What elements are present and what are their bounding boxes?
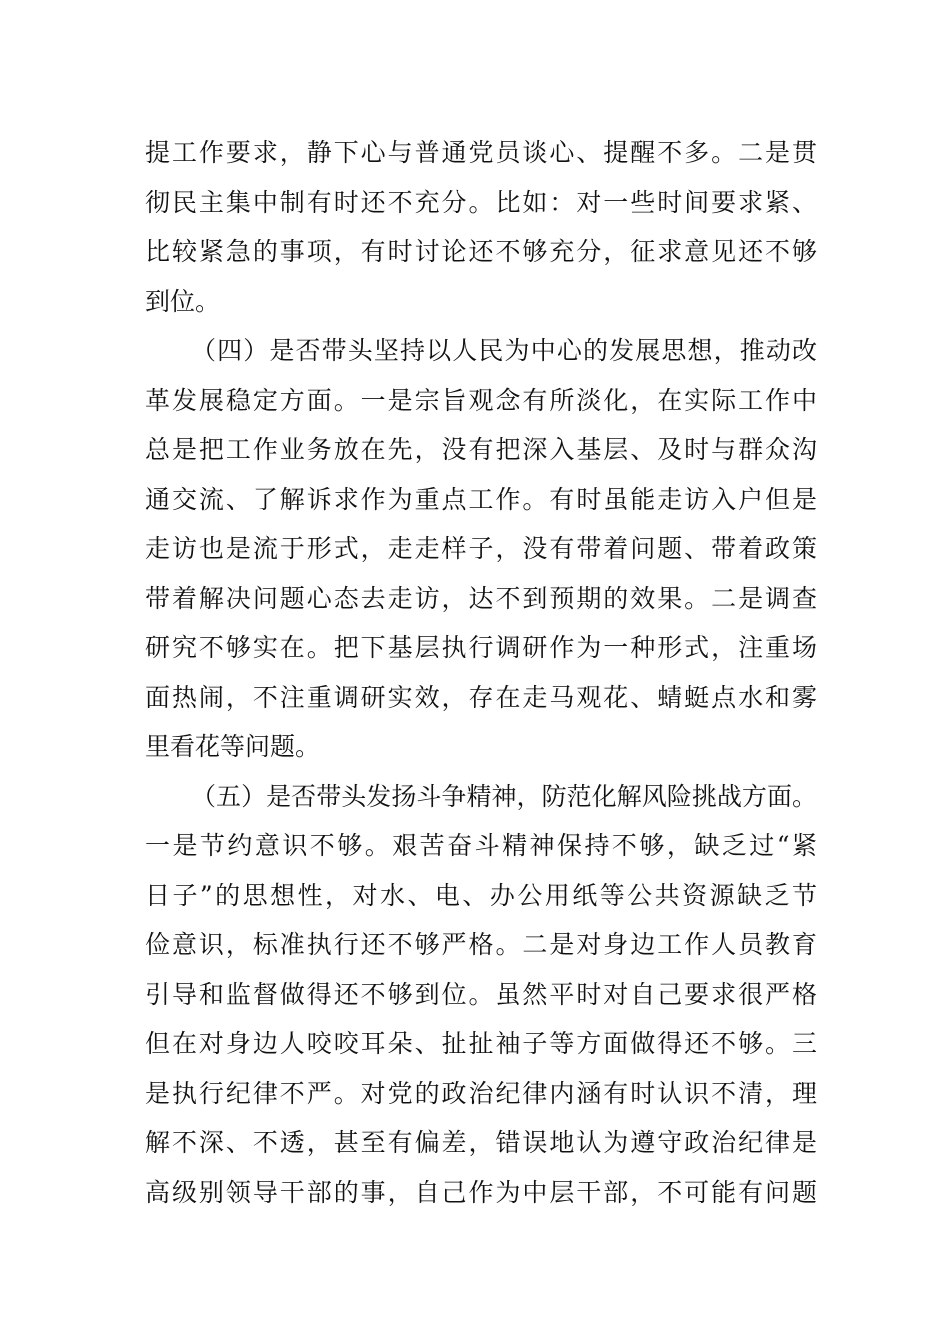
text-line: 走访也是流于形式，走走样子，没有带着问题、带着政策 — [145, 534, 817, 563]
text-line: 革发展稳定方面。一是宗旨观念有所淡化，在实际工作中 — [145, 385, 817, 415]
text-line: 日子”的思想性，对水、电、办公用纸等公共资源缺乏节 — [145, 880, 817, 910]
text-line: 但在对身边人咬咬耳朵、扯扯袖子等方面做得还不够。三 — [145, 1029, 817, 1058]
text-line: 是执行纪律不严。对党的政治纪律内涵有时认识不清，理 — [145, 1078, 817, 1108]
text-line: 一是节约意识不够。艰苦奋斗精神保持不够，缺乏过“紧 — [145, 831, 817, 860]
text-line: 比较紧急的事项，有时讨论还不够充分，征求意见还不够 — [145, 237, 817, 266]
text-line: 里看花等问题。 — [145, 732, 321, 761]
text-line: 解不深、不透，甚至有偏差，错误地认为遵守政治纪律是 — [145, 1128, 817, 1157]
text-line: 研究不够实在。把下基层执行调研作为一种形式，注重场 — [145, 633, 817, 662]
text-line: 提工作要求，静下心与普通党员谈心、提醒不多。二是贯 — [145, 138, 817, 167]
text-line: 到位。 — [145, 286, 221, 316]
text-line: 彻民主集中制有时还不充分。比如：对一些时间要求紧、 — [145, 187, 817, 217]
paragraph-heading-4: （四）是否带头坚持以人民为中心的发展思想，推动改 — [191, 336, 817, 365]
body-text — [145, 128, 817, 1217]
text-line: 带着解决问题心态去走访，达不到预期的效果。二是调查 — [145, 583, 817, 613]
text-line: 总是把工作业务放在先，没有把深入基层、及时与群众沟 — [145, 435, 817, 464]
text-line: 面热闹，不注重调研实效，存在走马观花、蜻蜓点水和雾 — [145, 682, 817, 712]
paragraph-heading-5: （五）是否带头发扬斗争精神，防范化解风险挑战方面。 — [191, 781, 817, 811]
text-line: 通交流、了解诉求作为重点工作。有时虽能走访入户但是 — [145, 484, 817, 514]
text-line: 俭意识，标准执行还不够严格。二是对身边工作人员教育 — [145, 930, 817, 959]
text-line: 高级别领导干部的事，自己作为中层干部，不可能有问题 — [145, 1177, 817, 1207]
text-line: 引导和监督做得还不够到位。虽然平时对自己要求很严格 — [145, 979, 817, 1009]
